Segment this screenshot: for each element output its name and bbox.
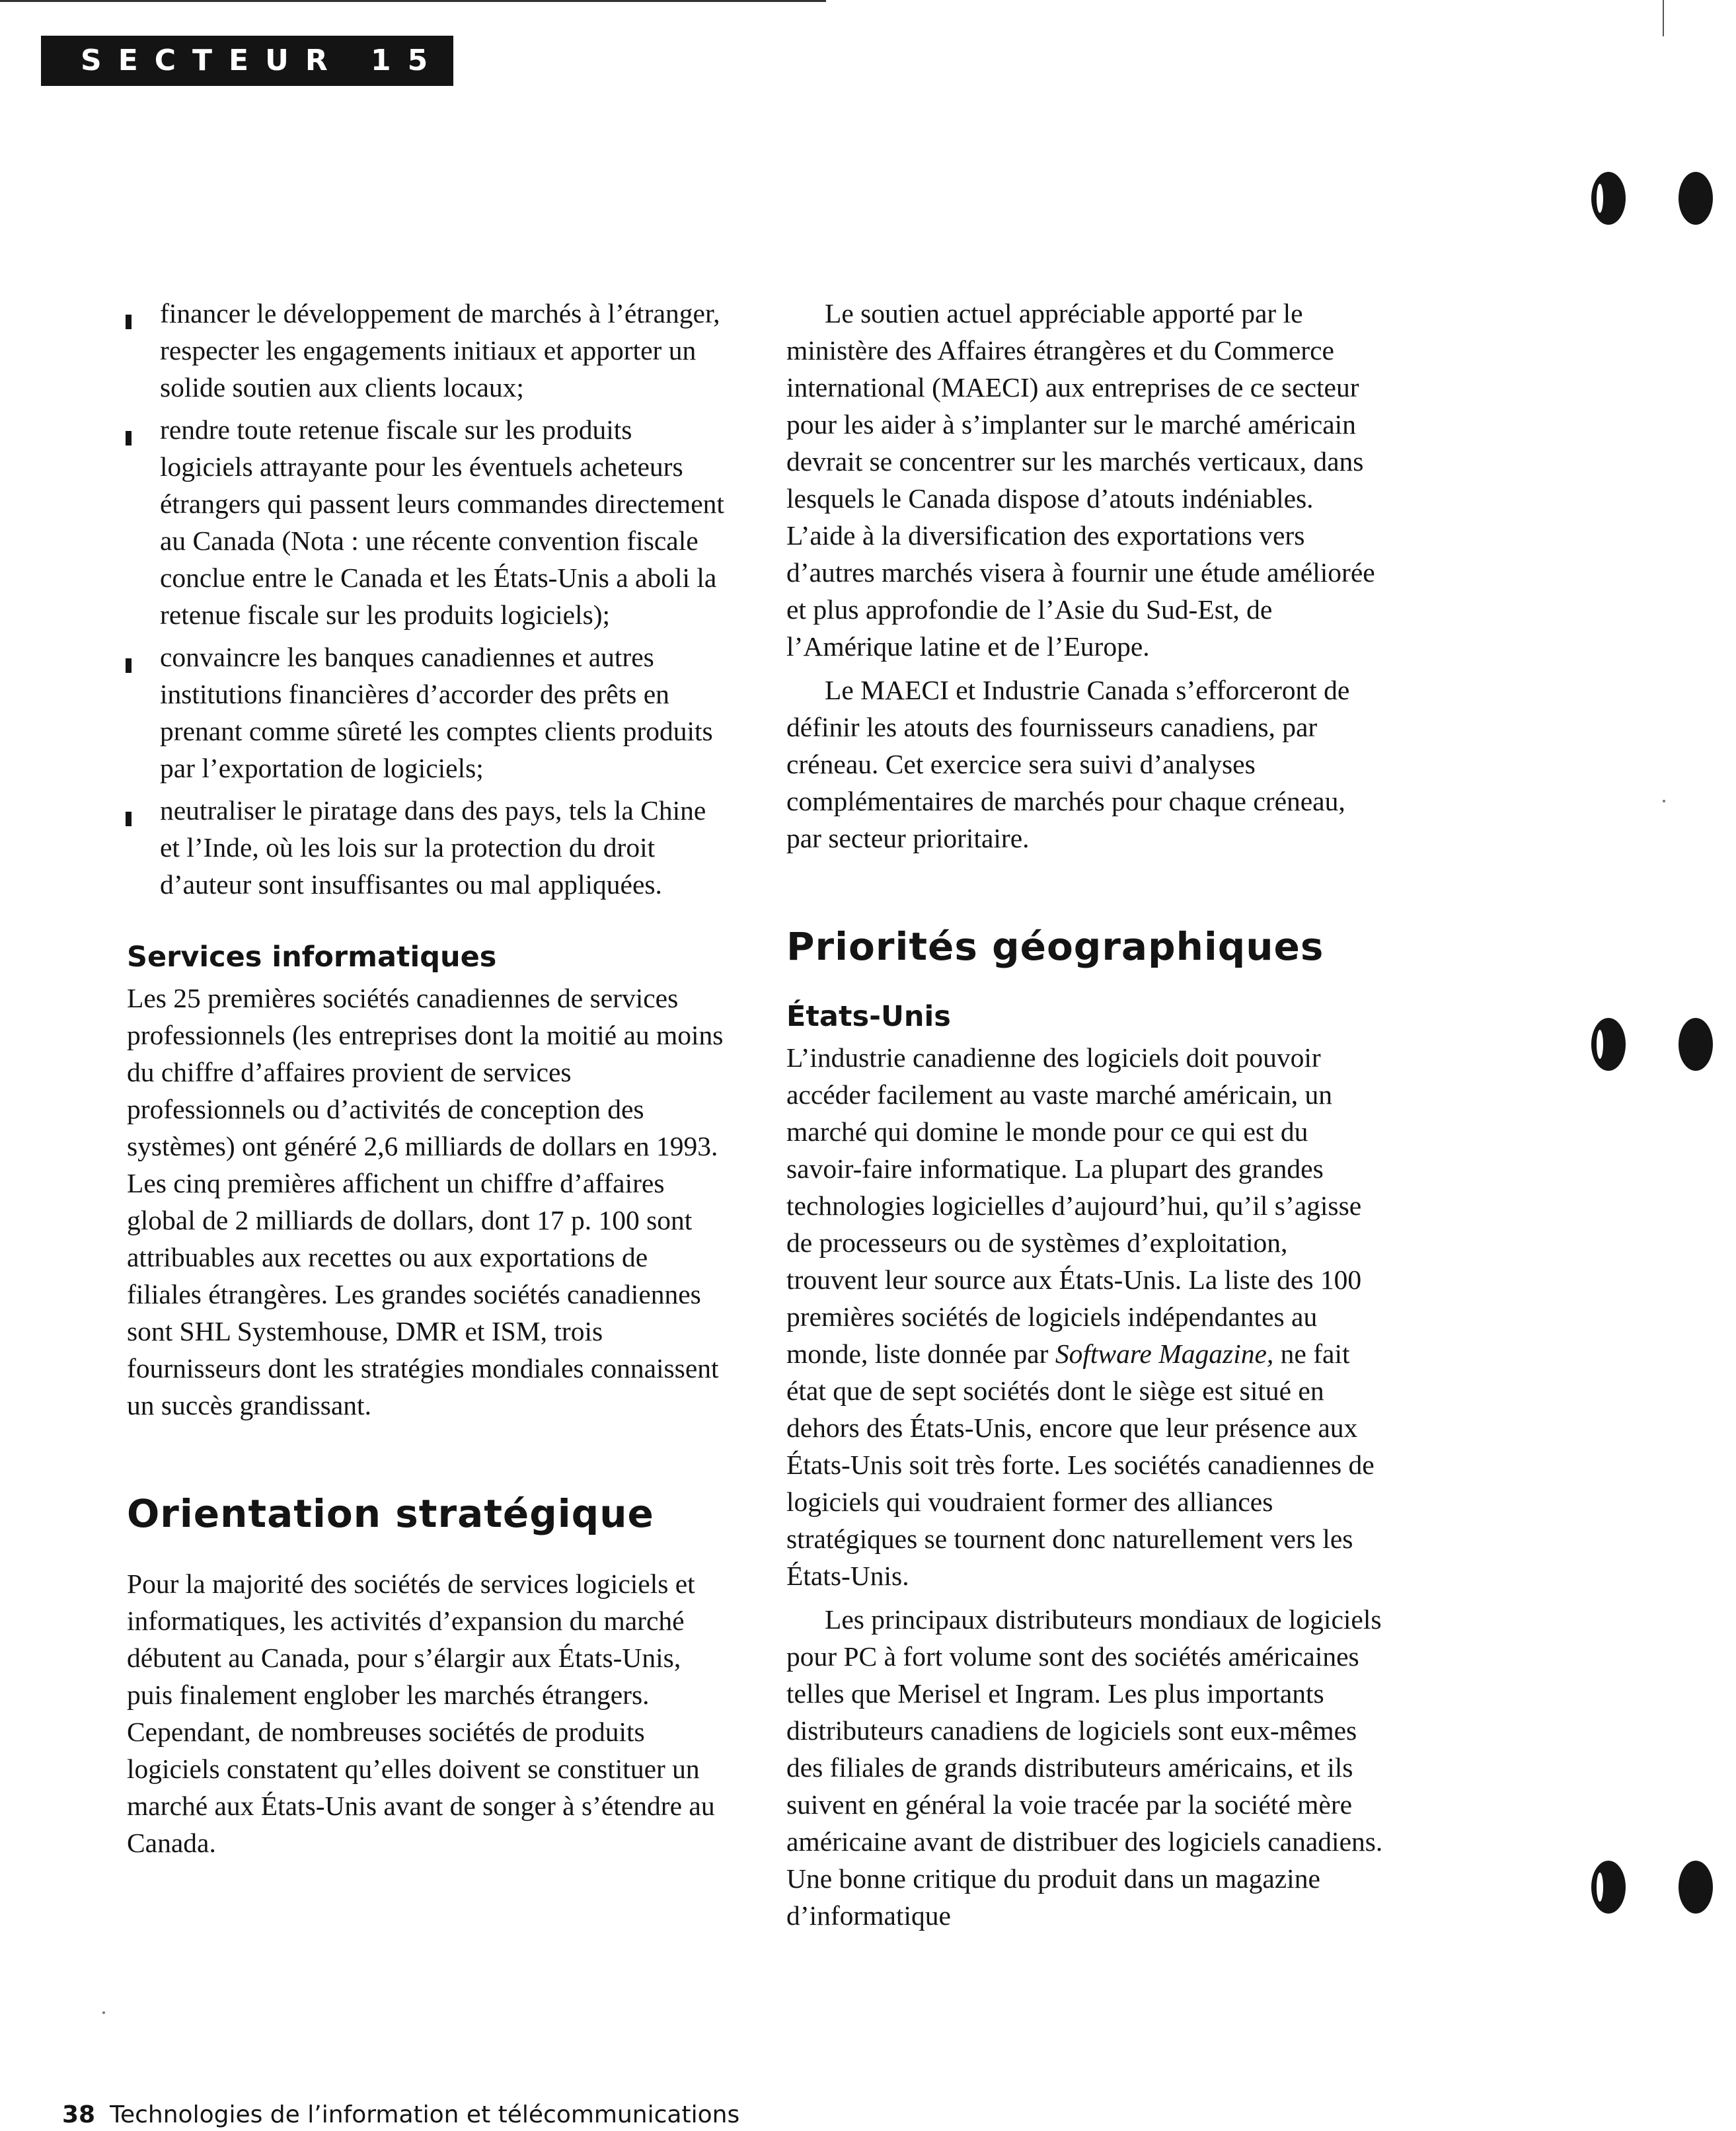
binder-hole-icon (1679, 1861, 1713, 1914)
maeci-industrie-paragraph: Le MAECI et Industrie Canada s’efforceront de définir les atouts des fournisseurs canadiens, par créneau. Cet exercice sera suivi d’analyses complémentaires de marchés pour chaque créneau, par secteur prioritaire. (786, 675, 1350, 853)
scan-speck (1663, 800, 1665, 802)
list-item: financer le développement de marchés à l’étranger, respecter les engagements initiaux et apporter un solide soutien aux clients locaux; (127, 295, 725, 406)
top-rule (0, 0, 826, 2)
services-paragraph: Les 25 premières sociétés canadiennes de services professionnels (les entreprises dont la moitié au moins du chiffre d’affaires provient de services professionnels ou d’activités de conception des systèmes) ont généré 2,6 milliards de dollars en 1993. Les cinq premières affichent un chiffre d’affaires global de 2 milliards de dollars, dont 17 p. 100 sont attribuables aux recettes ou aux exportations de filiales étrangères. Les grandes sociétés canadiennes sont SHL Systemhouse, DMR et ISM, trois fournisseurs dont les stratégies mondiales connaissent un succès grandissant. (127, 983, 724, 1420)
footer-title: Technologies de l’information et télécommunications (110, 2101, 740, 2128)
orientation-paragraph: Pour la majorité des sociétés de services logiciels et informatiques, les activités d’expansion du marché débutent au Canada, pour s’élargir aux États-Unis, puis finalement englober les marchés étrangers. Cependant, de nombreuses sociétés de produits logiciels constatent qu’elles doivent se constituer un marché aux États-Unis avant de songer à s’étendre au Canada. (127, 1569, 715, 1858)
page-number: 38 (62, 2101, 96, 2128)
left-column (127, 295, 725, 1868)
software-magazine-title: Software Magazine, (1055, 1338, 1274, 1369)
orientation-heading: Orientation stratégique (127, 1491, 654, 1536)
distributors-paragraph: Les principaux distributeurs mondiaux de logiciels pour PC à fort volume sont des sociétés américaines telles que Merisel et Ingram. Les plus importants distributeurs canadiens de logiciels sont eux-mêmes des filiales de grands distributeurs américains, et ils suivent en général la voie tracée par la société mère américaine avant de distribuer des logiciels canadiens. Une bonne critique du produit dans un magazine d’informatique (786, 1604, 1383, 1931)
usa-heading: États-Unis (786, 1000, 951, 1033)
binder-hole-icon (1679, 1018, 1713, 1071)
list-item: rendre toute retenue fiscale sur les produits logiciels attrayante pour les éventuels acheteurs étrangers qui passent leurs commandes directement au Canada (Nota : une récente convention fiscale conclue entre le Canada et les États-Unis a aboli la retenue fiscale sur les produits logiciels); (127, 411, 725, 633)
binder-hole-icon (1591, 1861, 1626, 1914)
binder-hole-icon (1591, 1018, 1626, 1071)
list-item: neutraliser le piratage dans des pays, tels la Chine et l’Inde, où les lois sur la protection du droit d’auteur sont insuffisantes ou mal appliquées. (127, 792, 725, 903)
binder-hole-icon (1679, 172, 1713, 225)
priorites-heading: Priorités géographiques (786, 924, 1324, 969)
right-margin-rule (1663, 0, 1664, 36)
binder-holes-top (1591, 172, 1723, 225)
list-item: convaincre les banques canadiennes et autres institutions financières d’accorder des prêts en prenant comme sûreté les comptes clients produits par l’exportation de logiciels; (127, 639, 725, 787)
sector-label: SECTEUR 15 (41, 36, 453, 86)
binder-hole-icon (1591, 172, 1626, 225)
usa-paragraph: L’industrie canadienne des logiciels doit pouvoir accéder facilement au vaste marché américain, un marché qui domine le monde pour ce qui est du savoir-faire informatique. La plupart des grandes technologies logicielles d’aujourd’hui, qu’il s’agisse de processeurs ou de systèmes d’exploitation, trouvent leur source aux États-Unis. La liste des 100 premières sociétés de logiciels indépendantes au monde, liste donnée par Software Magazine, ne fait état que de sept sociétés dont le siège est situé en dehors des États-Unis, encore que leur présence aux États-Unis soit très forte. Les sociétés canadiennes de logiciels qui voudraient former des alliances stratégiques se tournent donc naturellement vers les États-Unis. (786, 1042, 1375, 1591)
recommendation-list (127, 295, 725, 903)
maeci-paragraph: Le soutien actuel appréciable apporté par le ministère des Affaires étrangères et du Commerce international (MAECI) aux entreprises de ce secteur pour les aider à s’implanter sur le marché américain devrait se concentrer sur les marchés verticaux, dans lesquels le Canada dispose d’atouts indéniables. L’aide à la diversification des exportations vers d’autres marchés visera à fournir une étude améliorée et plus approfondie de l’Asie du Sud-Est, de l’Amérique latine et de l’Europe. (786, 298, 1375, 662)
page-footer (62, 2102, 739, 2128)
binder-holes-middle (1591, 1018, 1723, 1071)
services-heading: Services informatiques (127, 941, 497, 974)
scan-speck (102, 2011, 105, 2014)
right-column (786, 295, 1384, 1941)
binder-holes-bottom (1591, 1861, 1723, 1914)
